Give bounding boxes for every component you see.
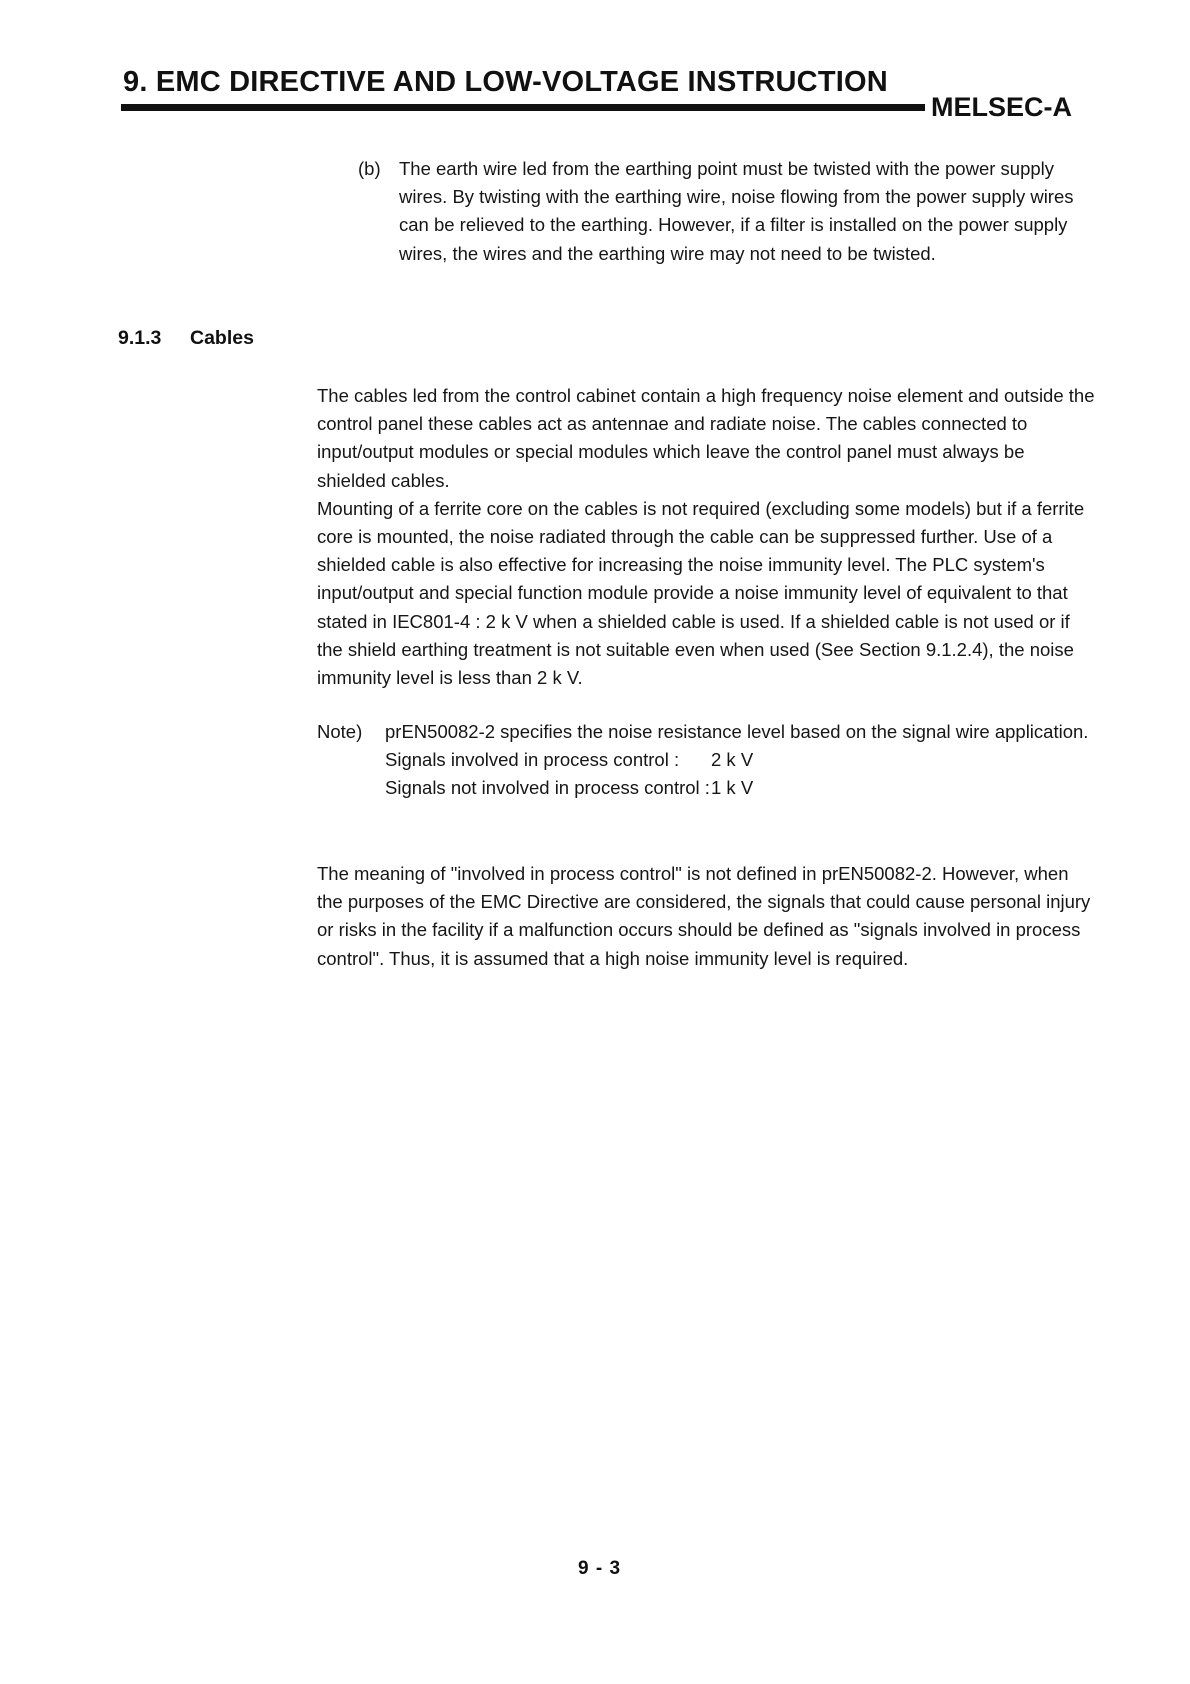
chapter-title: 9. EMC DIRECTIVE AND LOW-VOLTAGE INSTRUCTION — [123, 66, 888, 98]
list-marker: (b) — [358, 158, 381, 179]
cables-paragraph-2: Mounting of a ferrite core on the cables is not required (excluding some models) but if a ferrite core is mounted, the noise radiated through the cable can be suppressed further. Use of a shielded cable is also effective for increasing the noise immunity level. The PLC system's input/output and special function module provide a noise immunity level of equivalent to that stated in IEC801-4 : 2 k V when a shielded cable is used. If a shielded cable is not used or if the shield earthing treatment is not suitable even when used (See Section 9.1.2.4), the noise immunity level is less than 2 k V. — [317, 497, 1085, 689]
list-item-b — [358, 155, 1098, 268]
meaning-text: The meaning of "involved in process control" is not defined in prEN50082-2. However, when the purposes of the EMC Directive are considered, the signals that could cause personal injury or risks in the facility if a malfunction occurs should be defined as "signals involved in process control". Thus, it is assumed that a high noise immunity level is required. — [317, 863, 1091, 969]
cables-body — [317, 382, 1097, 692]
signal-value: 1 k V — [711, 777, 754, 799]
signal-label: Signals involved in process control : — [385, 749, 680, 771]
cables-paragraph-1: The cables led from the control cabinet contain a high frequency noise element and outside the control panel these cables act as antennae and radiate noise. The cables connected to input/output modules or special modules which leave the control panel must always be shielded cables. — [317, 385, 1095, 491]
signal-value: 2 k V — [711, 749, 754, 771]
signal-row — [385, 746, 1097, 774]
section-heading — [118, 327, 254, 350]
section-title: Cables — [190, 327, 254, 349]
section-number: 9.1.3 — [118, 327, 162, 349]
note-text: prEN50082-2 specifies the noise resistance level based on the signal wire application. — [385, 721, 1089, 742]
signal-label: Signals not involved in process control : — [385, 777, 710, 799]
list-item-text: The earth wire led from the earthing point must be twisted with the power supply wires. By twisting with the earthing wire, noise flowing from the power supply wires can be relieved to the earthing. However, if a filter is installed on the power supply wires, the wires and the earthing wire may not need to be twisted. — [399, 158, 1074, 264]
note-block — [317, 718, 1097, 803]
product-brand: MELSEC-A — [931, 92, 1072, 122]
signal-row — [385, 774, 1097, 802]
meaning-paragraph — [317, 860, 1097, 973]
header-rule — [121, 104, 925, 111]
note-marker: Note) — [317, 721, 363, 742]
page-number: 9 - 3 — [578, 1558, 622, 1579]
